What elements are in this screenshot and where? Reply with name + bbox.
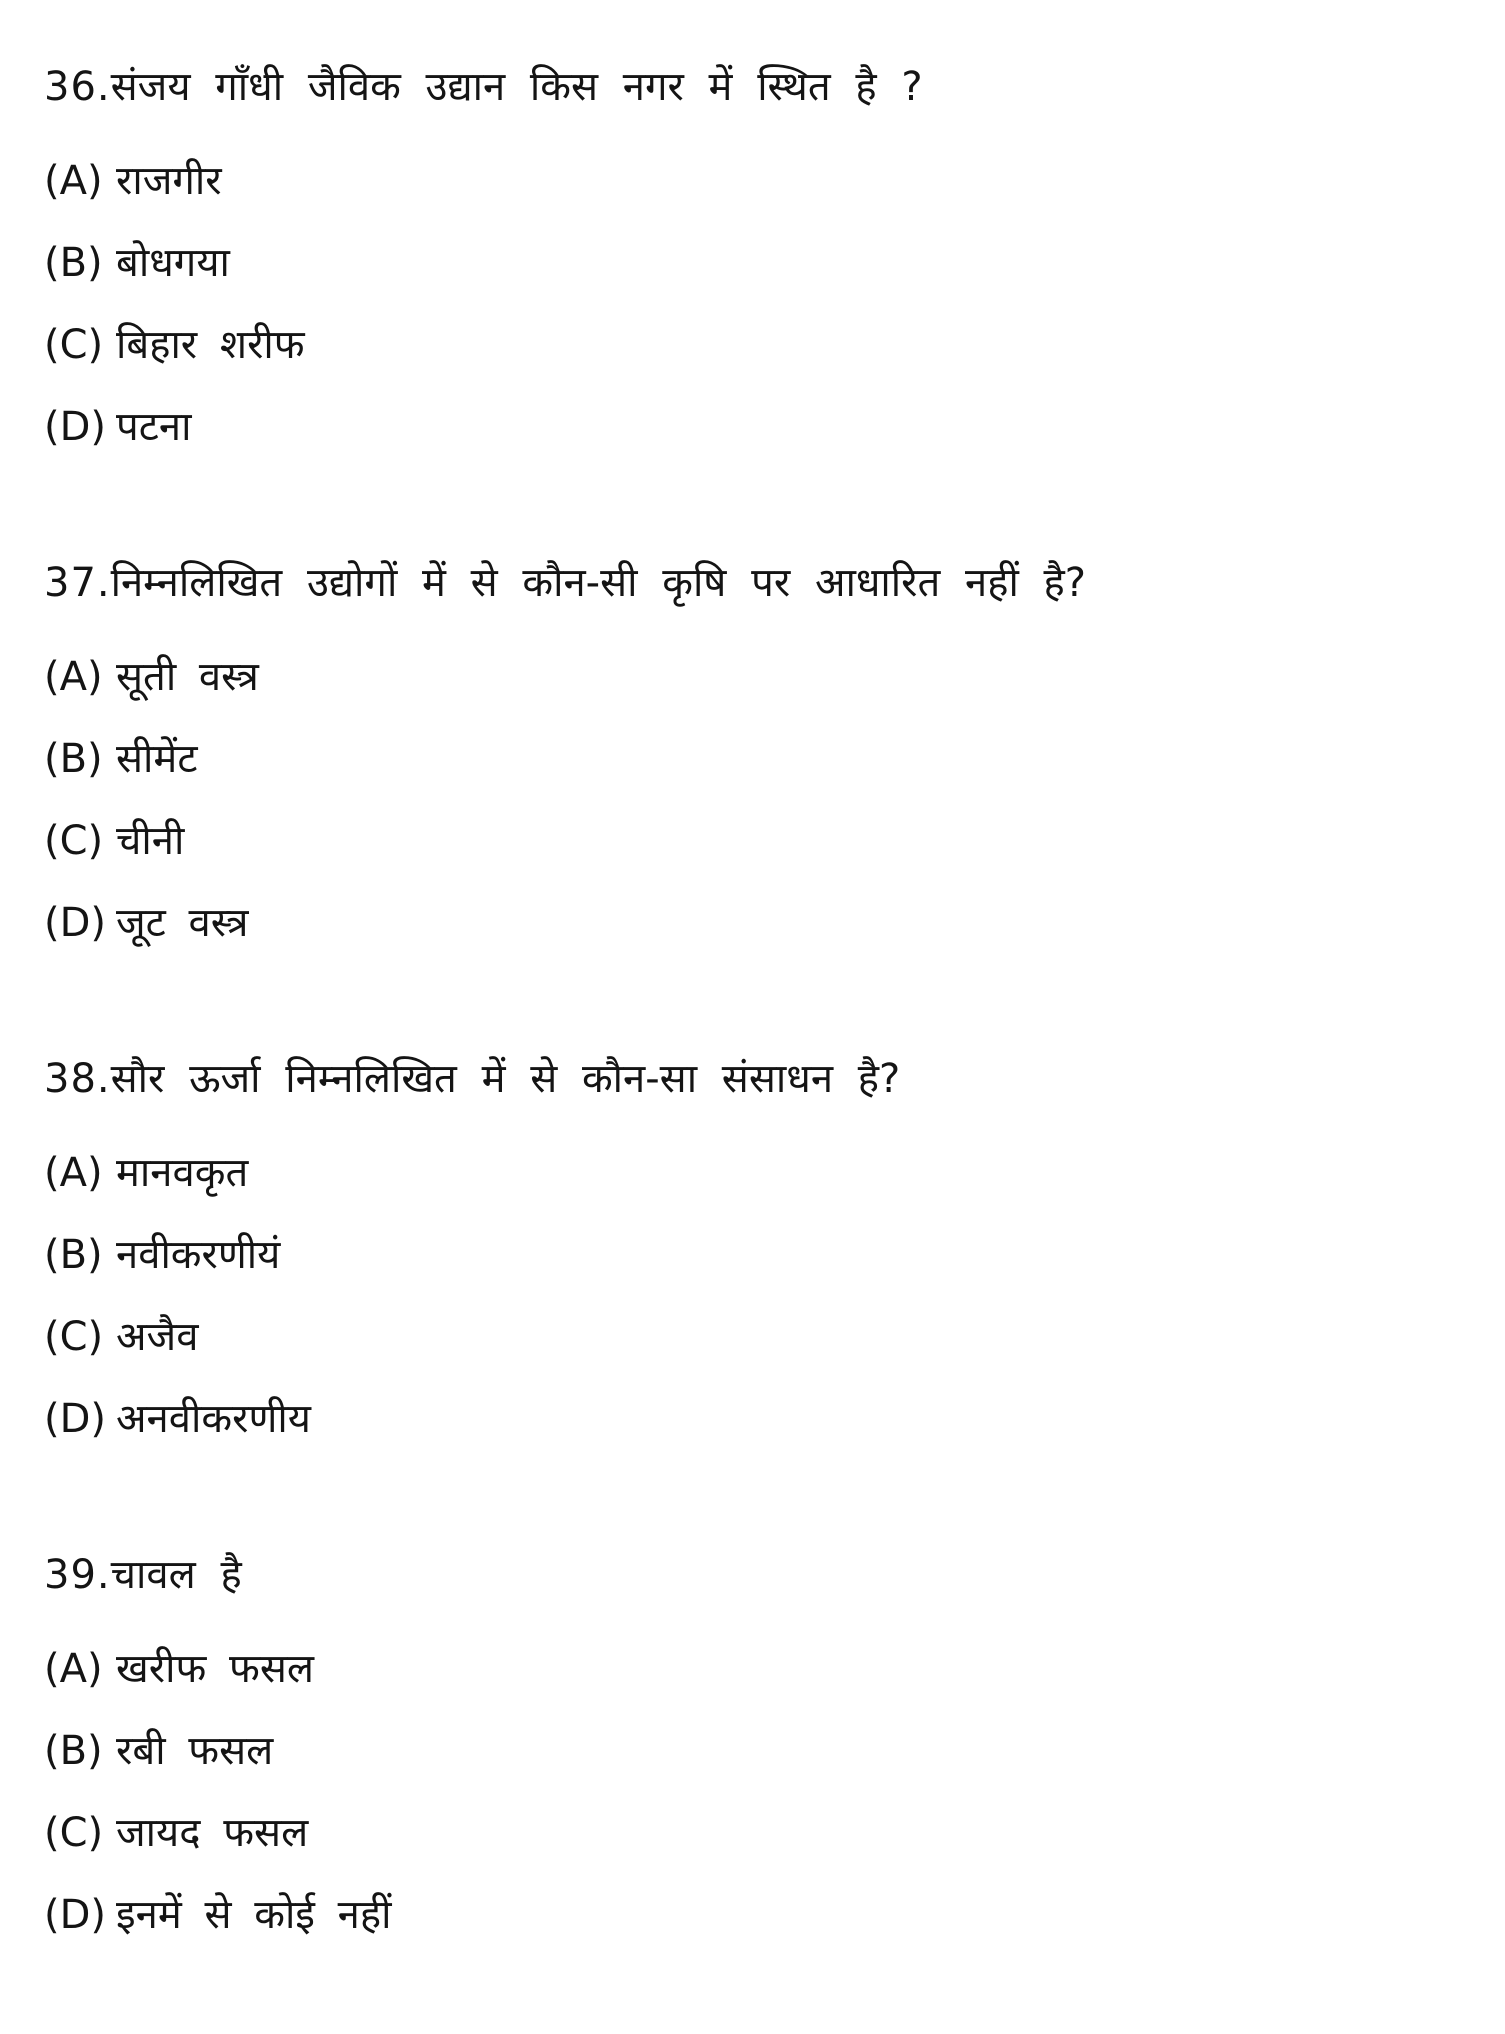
- option-label: (A): [44, 654, 103, 700]
- option-label: (C): [44, 818, 104, 864]
- option-text: बिहार शरीफ: [116, 322, 305, 368]
- option-text: खरीफ फसल: [116, 1646, 314, 1692]
- option-text: चीनी: [116, 818, 185, 864]
- option-text: रबी फसल: [116, 1728, 274, 1774]
- option-text: पटना: [116, 404, 192, 450]
- option-label: (A): [44, 158, 103, 204]
- option-row: [44, 1710, 1475, 1792]
- option-text: अजैव: [116, 1314, 199, 1360]
- option-text: सूती वस्त्र: [116, 654, 259, 700]
- option-label: (B): [44, 240, 103, 286]
- question-number: 37.: [44, 560, 111, 606]
- option-label: (D): [44, 1892, 107, 1938]
- option-label: (B): [44, 1232, 103, 1278]
- option-row: [44, 140, 1475, 222]
- option-text: सीमेंट: [116, 736, 198, 782]
- option-row: [44, 800, 1475, 882]
- option-text: इनमें से कोई नहीं: [116, 1892, 392, 1938]
- option-label: (C): [44, 1810, 104, 1856]
- question-text: सौर ऊर्जा निम्नलिखित में से कौन-सा संसाधन है?: [110, 1056, 901, 1102]
- question-number: 36.: [44, 64, 111, 110]
- question-text: निम्नलिखित उद्योगों में से कौन-सी कृषि पर आधारित नहीं है?: [110, 560, 1087, 606]
- option-row: [44, 1214, 1475, 1296]
- option-row: [44, 1132, 1475, 1214]
- option-text: राजगीर: [116, 158, 222, 204]
- option-label: (C): [44, 322, 104, 368]
- option-row: [44, 386, 1475, 468]
- option-text: मानवकृत: [116, 1150, 249, 1196]
- question-number: 39.: [44, 1552, 111, 1598]
- question-text: संजय गाँधी जैविक उद्यान किस नगर में स्थित है ?: [110, 64, 923, 110]
- option-row: [44, 222, 1475, 304]
- option-label: (A): [44, 1646, 103, 1692]
- option-text: बोधगया: [116, 240, 230, 286]
- option-row: [44, 1874, 1475, 1956]
- question-line: [44, 1534, 1475, 1616]
- option-text: नवीकरणीयं: [116, 1232, 281, 1278]
- option-label: (D): [44, 404, 107, 450]
- option-label: (A): [44, 1150, 103, 1196]
- question-line: [44, 542, 1475, 624]
- option-label: (C): [44, 1314, 104, 1360]
- option-text: जायद फसल: [116, 1810, 309, 1856]
- question-block-39: [44, 1534, 1475, 1956]
- option-row: [44, 304, 1475, 386]
- option-row: [44, 1628, 1475, 1710]
- option-row: [44, 1378, 1475, 1460]
- option-label: (B): [44, 1728, 103, 1774]
- question-line: [44, 1038, 1475, 1120]
- question-block-37: [44, 542, 1475, 964]
- option-row: [44, 882, 1475, 964]
- question-block-36: [44, 46, 1475, 468]
- option-row: [44, 1792, 1475, 1874]
- question-line: [44, 46, 1475, 128]
- question-number: 38.: [44, 1056, 111, 1102]
- option-text: अनवीकरणीय: [116, 1396, 311, 1442]
- option-row: [44, 1296, 1475, 1378]
- question-block-38: [44, 1038, 1475, 1460]
- question-text: चावल है: [110, 1552, 242, 1598]
- option-label: (B): [44, 736, 103, 782]
- option-label: (D): [44, 900, 107, 946]
- option-label: (D): [44, 1396, 107, 1442]
- option-text: जूट वस्त्र: [116, 900, 249, 946]
- option-row: [44, 636, 1475, 718]
- option-row: [44, 718, 1475, 800]
